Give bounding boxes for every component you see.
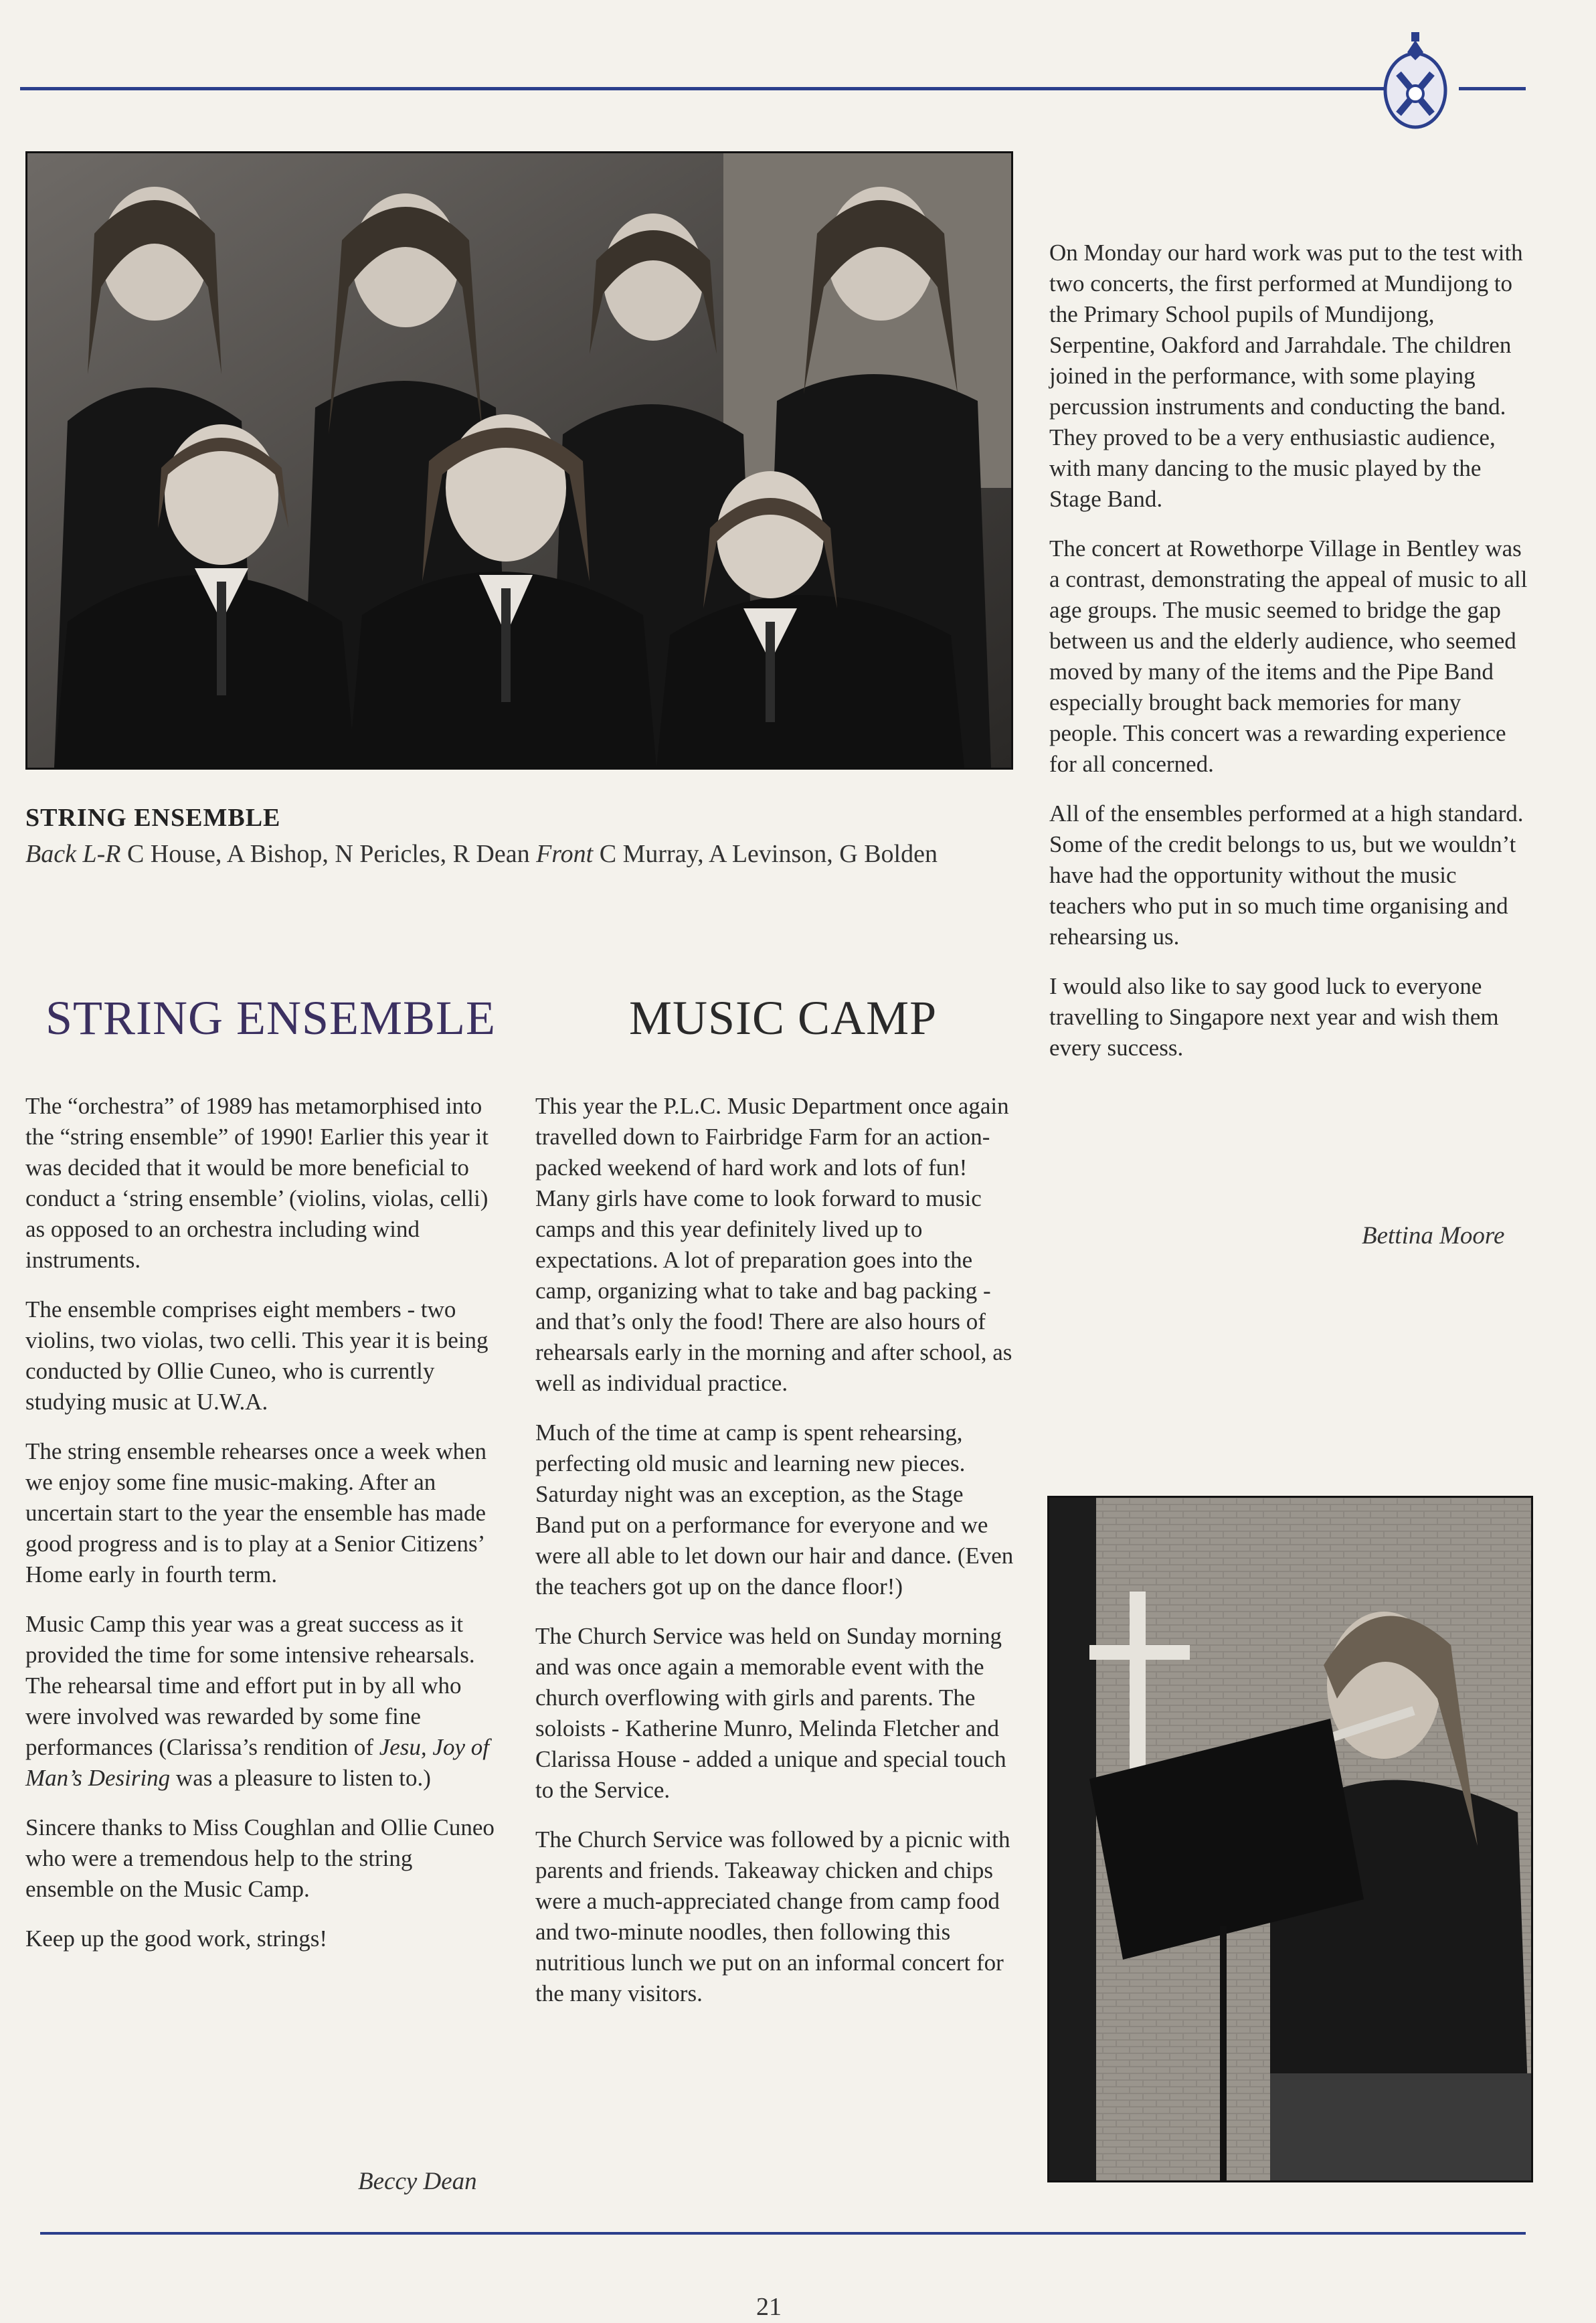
string-ensemble-photo xyxy=(25,151,1013,770)
music-camp-continued xyxy=(1049,238,1531,1082)
article-paragraph: The “orchestra” of 1989 has metamorphised into the “string ensemble” of 1990! Earlier this year it was decided that it would be more beneficial to conduct a ‘string ensemble’ (violins, violas, celli) as opposed to an orchestra including wind instruments. xyxy=(25,1093,489,1273)
caption-front-label: Front xyxy=(536,840,594,868)
top-rule-end xyxy=(1459,87,1526,90)
article-paragraph: Keep up the good work, strings! xyxy=(25,1925,328,1952)
article-paragraph: The concert at Rowethorpe Village in Bentley was a contrast, demonstrating the appeal of music to all age groups. The music seemed to bridge the gap between us and the elderly audience, who seemed moved by many of the items and the Pipe Band especially brought back memories for many people. This concert was a rewarding experience for all concerned. xyxy=(1049,535,1528,777)
string-ensemble-heading: STRING ENSEMBLE xyxy=(46,991,497,1045)
article-paragraph: This year the P.L.C. Music Department once again travelled down to Fairbridge Farm for an action-packed weekend of hard work and lots of fun! Many girls have come to look forward to music camps and this year definitely lived up to expectations. A lot of preparation goes into the camp, organizing what to take and bag packing - and that’s only the food! There are also hours of rehearsals early in the morning and after school, as well as individual practice. xyxy=(535,1093,1012,1396)
top-rule xyxy=(20,87,1385,90)
music-camp-article xyxy=(535,1091,1014,2028)
article-paragraph: The Church Service was followed by a picnic with parents and friends. Takeaway chicken and chips were a much-appreciated change from camp food and two-minute noodles, then following this nutritious lunch we put on an informal concert for the many visitors. xyxy=(535,1826,1010,2006)
photo-caption xyxy=(25,838,1002,870)
article-paragraph: On Monday our hard work was put to the test with two concerts, the first performed at Mundijong to the Primary School pupils of Mundijong, Serpentine, Oakford and Jarrahdale. The children joined in the performance, with some playing percussion instruments and conducting the band. They proved to be a very enthusiastic audience, with many dancing to the music played by the Stage Band. xyxy=(1049,240,1523,512)
school-crest-icon xyxy=(1375,27,1455,141)
article-paragraph: Much of the time at camp is spent rehearsing, perfecting old music and learning new pieces. Saturday night was an exception, as the Stage Band put on a performance for everyone and we were all able to let down our hair and dance. (Even the teachers got up on the dance floor!) xyxy=(535,1419,1014,1600)
article-paragraph: I would also like to say good luck to everyone travelling to Singapore next year and wish them every success. xyxy=(1049,973,1499,1061)
photo-caption-title: STRING ENSEMBLE xyxy=(25,804,281,832)
signature-bettina-moore: Bettina Moore xyxy=(1362,1222,1505,1250)
article-paragraph: All of the ensembles performed at a high standard. Some of the credit belongs to us, but we wouldn’t have had the opportunity without the music teachers who put in so much time organising and rehearsing us. xyxy=(1049,800,1524,950)
page-number: 21 xyxy=(756,2293,782,2321)
bottom-rule xyxy=(40,2232,1526,2235)
article-paragraph: The ensemble comprises eight members - two violins, two violas, two celli. This year it is being conducted by Ollie Cuneo, who is currently studying music at U.W.A. xyxy=(25,1296,489,1415)
signature-beccy-dean: Beccy Dean xyxy=(358,2168,477,2195)
caption-back-label: Back L-R xyxy=(25,840,121,868)
caption-back-names: C House, A Bishop, N Pericles, R Dean xyxy=(120,840,537,868)
piece-title: Jesu, Joy of Man’s Desiring xyxy=(25,1734,489,1791)
paragraph-text: was a pleasure to listen to.) xyxy=(170,1765,431,1791)
caption-front-names: C Murray, A Levinson, G Bolden xyxy=(593,840,938,868)
flute-player-photo xyxy=(1047,1496,1533,2182)
paragraph-text: Music Camp this year was a great success as it provided the time for some intensive rehearsals. The rehearsal time and effort put in by all who were involved was rewarded by some fine performances (Clarissa’s rendition of xyxy=(25,1611,475,1760)
music-camp-heading: MUSIC CAMP xyxy=(629,991,938,1045)
article-paragraph: The string ensemble rehearses once a week when we enjoy some fine music-making. After an uncertain start to the year the ensemble has made good progress and is to play at a Senior Citizens’ Home early in fourth term. xyxy=(25,1438,487,1587)
string-ensemble-article xyxy=(25,1091,497,1973)
article-paragraph xyxy=(25,1609,497,1794)
article-paragraph: The Church Service was held on Sunday morning and was once again a memorable event with the church overflowing with girls and parents. The soloists - Katherine Munro, Melinda Fletcher and Clarissa House - added a unique and special touch to the Service. xyxy=(535,1623,1006,1803)
article-paragraph: Sincere thanks to Miss Coughlan and Ollie Cuneo who were a tremendous help to the string ensemble on the Music Camp. xyxy=(25,1814,495,1902)
